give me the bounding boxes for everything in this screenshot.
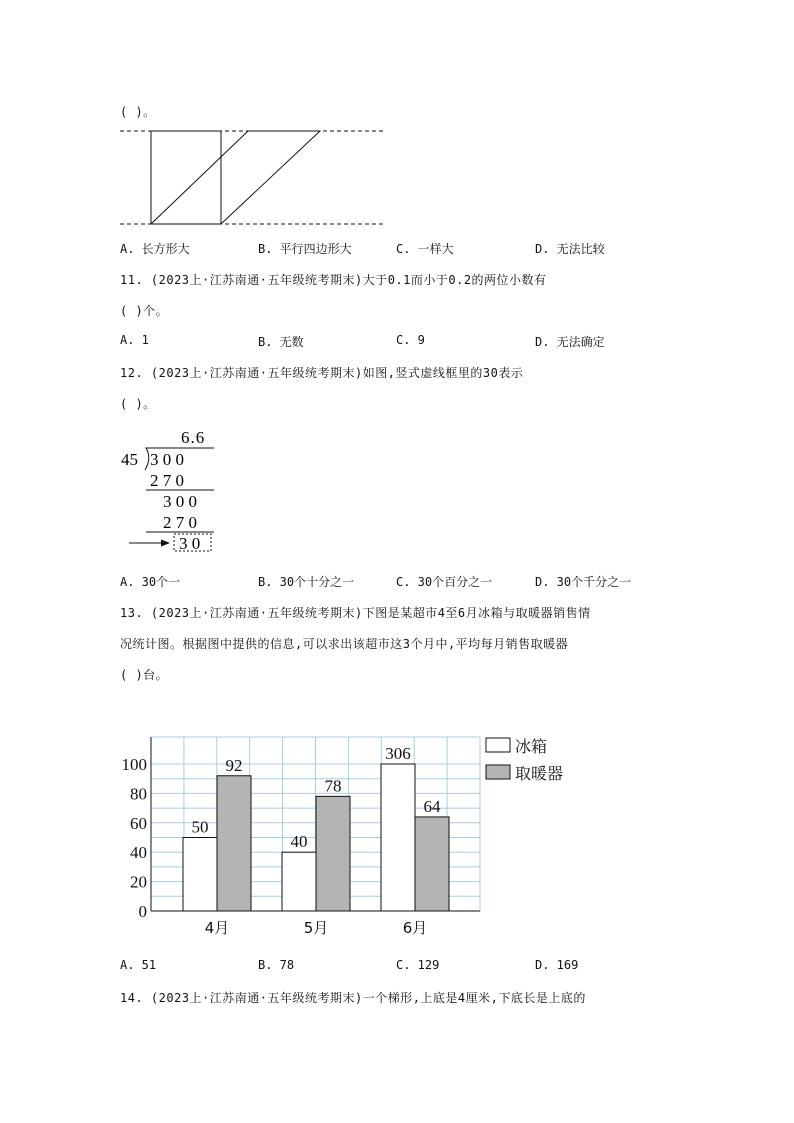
q13-stem-line2: 况统计图。根据图中提供的信息,可以求出该超市这3个月中,平均每月销售取暖器 xyxy=(120,637,569,651)
q13-option-a[interactable]: A. 51 xyxy=(120,958,157,972)
legend-swatch xyxy=(486,738,510,752)
bar-heater xyxy=(316,796,350,911)
q10-option-d[interactable]: D. 无法比较 xyxy=(535,242,605,256)
bar-value-label: 306 xyxy=(385,744,411,763)
q10-option-a[interactable]: A. 长方形大 xyxy=(120,242,190,256)
y-tick-label: 0 xyxy=(138,902,147,921)
q11-stem-line2: ( )个。 xyxy=(120,304,169,318)
y-tick-label: 80 xyxy=(130,784,147,804)
x-category-label: 4月 xyxy=(204,919,230,937)
q11-option-b[interactable]: B. 无数 xyxy=(258,335,304,349)
y-tick-label: 100 xyxy=(121,755,147,774)
legend-label: 取暖器 xyxy=(515,764,564,783)
bar-value-label: 64 xyxy=(423,796,441,816)
q11-option-c[interactable]: C. 9 xyxy=(396,333,425,347)
q12-stem-line1: 12. (2023上·江苏南通·五年级统考期末)如图,竖式虚线框里的30表示 xyxy=(120,366,524,380)
bar-value-label: 78 xyxy=(324,776,342,796)
bar-value-label: 50 xyxy=(191,817,209,837)
q12-option-b[interactable]: B. 30个十分之一 xyxy=(258,575,355,589)
q12-option-a[interactable]: A. 30个一 xyxy=(120,575,181,589)
y-tick-label: 40 xyxy=(130,843,147,863)
q11-option-d[interactable]: D. 无法确定 xyxy=(535,335,605,349)
q13-stem-line3: ( )台。 xyxy=(120,668,169,682)
bar-heater xyxy=(217,776,251,911)
q10-option-b[interactable]: B. 平行四边形大 xyxy=(258,242,352,256)
division-quotient: 6.6 xyxy=(181,428,206,447)
q12-option-d[interactable]: D. 30个千分之一 xyxy=(535,575,632,589)
q14-stem-line1: 14. (2023上·江苏南通·五年级统考期末)一个梯形,上底是4厘米,下底长是上底的 xyxy=(120,991,586,1005)
q13-stem-line1: 13. (2023上·江苏南通·五年级统考期末)下图是某超市4至6月冰箱与取暖器销售情 xyxy=(120,606,591,620)
q13-option-b[interactable]: B. 78 xyxy=(258,958,295,972)
q10-blank: ( )。 xyxy=(120,105,156,119)
bar-fridge xyxy=(381,764,415,911)
division-dividend: 3 0 0 xyxy=(150,450,184,469)
division-remainder: 3 0 xyxy=(179,534,201,553)
bar-heater xyxy=(415,817,449,911)
legend-swatch xyxy=(486,765,510,779)
y-tick-label: 20 xyxy=(130,872,147,892)
q11-stem-line1: 11. (2023上·江苏南通·五年级统考期末)大于0.1而小于0.2的两位小数有 xyxy=(120,273,547,287)
q12-stem-line2: ( )。 xyxy=(120,397,156,411)
q13-option-d[interactable]: D. 169 xyxy=(535,958,579,972)
bar-fridge xyxy=(282,852,316,911)
bar-value-label: 40 xyxy=(290,832,308,852)
legend-label: 冰箱 xyxy=(515,737,548,756)
q10-option-c[interactable]: C. 一样大 xyxy=(396,242,454,256)
y-tick-label: 60 xyxy=(130,813,147,833)
division-step3: 2 7 0 xyxy=(163,513,197,532)
division-step1: 2 7 0 xyxy=(150,471,184,490)
bar-value-label: 92 xyxy=(225,755,243,775)
division-divisor: 45 xyxy=(121,450,138,469)
q13-option-c[interactable]: C. 129 xyxy=(396,958,440,972)
division-step2: 3 0 0 xyxy=(163,492,197,511)
bar-fridge xyxy=(183,838,217,912)
q11-option-a[interactable]: A. 1 xyxy=(120,333,149,347)
x-category-label: 6月 xyxy=(402,919,428,937)
x-category-label: 5月 xyxy=(303,919,329,937)
q12-option-c[interactable]: C. 30个百分之一 xyxy=(396,575,493,589)
